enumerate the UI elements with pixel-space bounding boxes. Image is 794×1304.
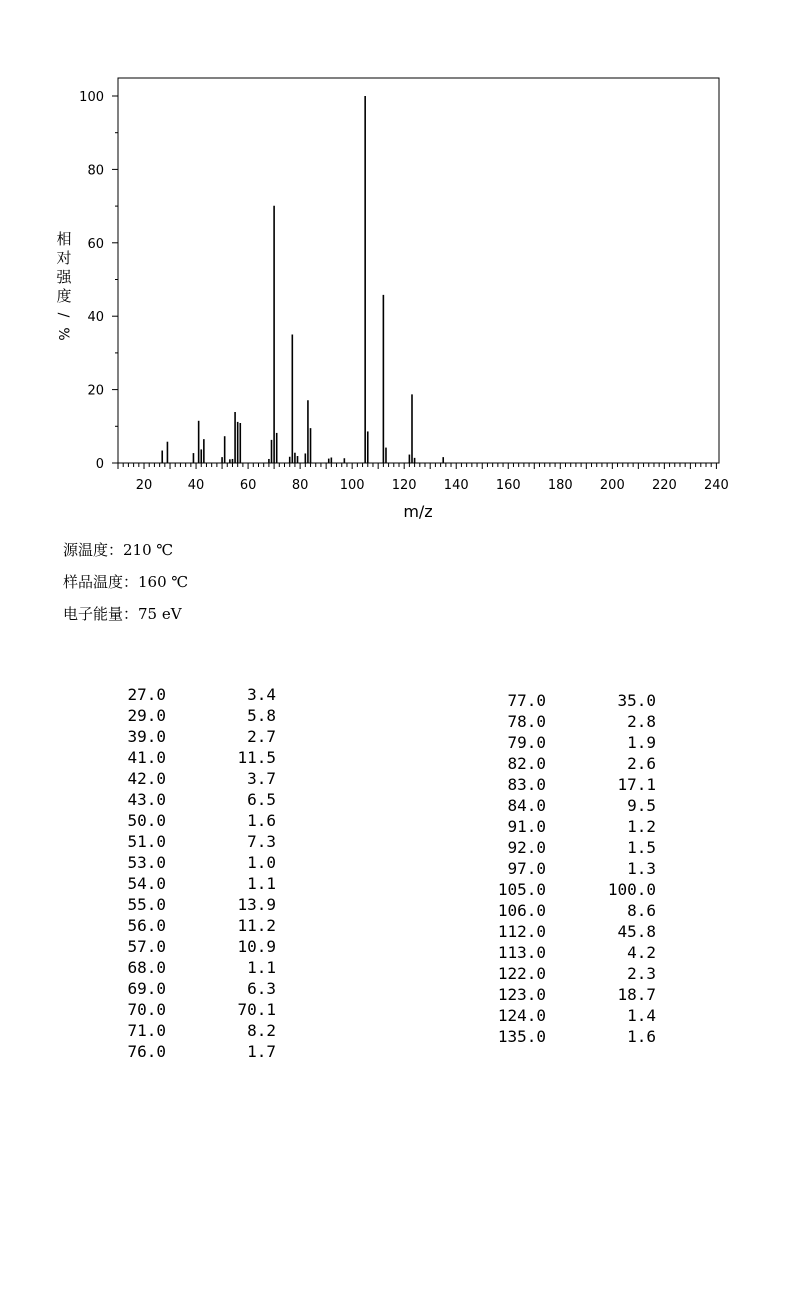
peak-table-row <box>480 1005 680 1026</box>
peak-table-row <box>100 768 300 789</box>
peak-table-row <box>480 837 680 858</box>
y-tick-label: 100 <box>79 90 104 105</box>
peak-intensity: 8.6 <box>627 901 656 920</box>
peak-mz: 69.0 <box>127 979 166 998</box>
peak-table-row <box>100 684 300 705</box>
peak-table-row <box>480 816 680 837</box>
peak-table-row <box>480 1026 680 1047</box>
peak-table-row <box>480 900 680 921</box>
peak-intensity: 6.3 <box>247 979 276 998</box>
x-tick-label: 100 <box>339 478 365 493</box>
peak-mz: 106.0 <box>497 901 546 920</box>
peak-intensity: 3.4 <box>247 685 276 704</box>
peak-mz: 97.0 <box>507 859 546 878</box>
x-tick-label: 80 <box>291 478 309 493</box>
peak-intensity: 100.0 <box>607 880 656 899</box>
peak-intensity: 1.4 <box>627 1006 656 1025</box>
peak-intensity: 1.2 <box>627 817 656 836</box>
y-axis-label-char: / <box>55 312 71 318</box>
y-tick-label: 60 <box>87 236 104 252</box>
peak-mz: 84.0 <box>507 796 546 815</box>
peak-mz: 42.0 <box>127 769 166 788</box>
peak-table-row <box>100 831 300 852</box>
peak-table-row <box>100 705 300 726</box>
x-tick-label: 120 <box>391 478 417 493</box>
peak-mz: 135.0 <box>497 1027 546 1046</box>
peak-mz: 124.0 <box>497 1006 546 1025</box>
peak-intensity: 2.6 <box>627 754 656 773</box>
peak-table-row <box>100 810 300 831</box>
peak-intensity: 2.3 <box>627 964 656 983</box>
peak-mz: 77.0 <box>507 691 546 710</box>
y-axis-label-char: 相 <box>56 230 72 248</box>
peak-mz: 43.0 <box>127 790 166 809</box>
y-tick-label: 80 <box>87 163 104 179</box>
y-axis-label-char: 度 <box>56 287 72 305</box>
peak-intensity: 8.2 <box>247 1021 276 1040</box>
peak-intensity: 5.8 <box>247 706 276 725</box>
peak-mz: 76.0 <box>127 1042 166 1061</box>
peak-table-row <box>100 999 300 1020</box>
peak-intensity: 9.5 <box>627 796 656 815</box>
peak-table-row <box>480 879 680 900</box>
sample-temperature: 样品温度：160 ℃ <box>63 573 189 591</box>
peak-intensity: 70.1 <box>237 1000 276 1019</box>
y-axis-label-char: 强 <box>56 268 72 286</box>
peak-intensity: 1.6 <box>247 811 276 830</box>
source-temperature: 源温度：210 ℃ <box>63 541 174 559</box>
peak-table-row <box>100 789 300 810</box>
peak-table-row <box>480 963 680 984</box>
peak-table-row <box>480 942 680 963</box>
peak-intensity: 7.3 <box>247 832 276 851</box>
peak-intensity: 10.9 <box>237 937 276 956</box>
peak-intensity: 1.0 <box>247 853 276 872</box>
peak-mz: 54.0 <box>127 874 166 893</box>
peak-table-row <box>100 936 300 957</box>
x-tick-label: 140 <box>443 478 469 493</box>
x-tick-label: 60 <box>239 478 257 493</box>
peak-table-row <box>480 774 680 795</box>
peak-table-left <box>100 684 300 1062</box>
peak-mz: 70.0 <box>127 1000 166 1019</box>
peak-intensity: 3.7 <box>247 769 276 788</box>
peak-mz: 56.0 <box>127 916 166 935</box>
peak-intensity: 2.7 <box>247 727 276 746</box>
peak-mz: 91.0 <box>507 817 546 836</box>
y-axis-label <box>55 230 72 341</box>
peak-mz: 50.0 <box>127 811 166 830</box>
peak-intensity: 11.5 <box>237 748 276 767</box>
peak-table-row <box>100 1041 300 1062</box>
y-tick-label: 0 <box>95 457 104 472</box>
peak-table-row <box>100 957 300 978</box>
peak-intensity: 45.8 <box>617 922 656 941</box>
y-tick-label: 40 <box>87 310 104 326</box>
peak-intensity: 1.1 <box>247 874 276 893</box>
peak-mz: 123.0 <box>497 985 546 1004</box>
peak-mz: 78.0 <box>507 712 546 731</box>
peak-intensity: 6.5 <box>247 790 276 809</box>
peak-table-row <box>100 1020 300 1041</box>
peak-mz: 105.0 <box>497 880 546 899</box>
peak-mz: 83.0 <box>507 775 546 794</box>
peak-intensity: 2.8 <box>627 712 656 731</box>
peak-table-row <box>100 852 300 873</box>
x-tick-label: 40 <box>187 478 205 493</box>
peak-mz: 55.0 <box>127 895 166 914</box>
mass-spectrum-chart <box>0 0 794 530</box>
peak-table-row <box>100 978 300 999</box>
peak-mz: 113.0 <box>497 943 546 962</box>
peak-intensity: 1.1 <box>247 958 276 977</box>
peak-table-row <box>480 711 680 732</box>
y-axis-label-char: 对 <box>56 249 72 267</box>
peak-intensity: 1.7 <box>247 1042 276 1061</box>
peak-table-row <box>480 795 680 816</box>
peak-intensity: 13.9 <box>237 895 276 914</box>
x-tick-label: 160 <box>495 478 521 493</box>
peak-table-row <box>480 858 680 879</box>
peak-table-right <box>480 690 680 1047</box>
peak-mz: 39.0 <box>127 727 166 746</box>
peak-table-row <box>100 873 300 894</box>
peak-mz: 82.0 <box>507 754 546 773</box>
peak-intensity: 1.6 <box>627 1027 656 1046</box>
peak-intensity: 1.5 <box>627 838 656 857</box>
peak-intensity: 11.2 <box>237 916 276 935</box>
peak-mz: 71.0 <box>127 1021 166 1040</box>
peak-mz: 51.0 <box>127 832 166 851</box>
peak-mz: 79.0 <box>507 733 546 752</box>
peak-intensity: 1.9 <box>627 733 656 752</box>
peak-intensity: 17.1 <box>617 775 656 794</box>
peak-mz: 68.0 <box>127 958 166 977</box>
peak-table-row <box>100 747 300 768</box>
peak-table-row <box>480 921 680 942</box>
peak-intensity: 1.3 <box>627 859 656 878</box>
peak-table-row <box>100 915 300 936</box>
peak-mz: 29.0 <box>127 706 166 725</box>
peak-intensity: 35.0 <box>617 691 656 710</box>
peak-mz: 92.0 <box>507 838 546 857</box>
y-axis-label-char: % <box>55 327 71 341</box>
plot-frame <box>118 78 719 463</box>
y-tick-label: 20 <box>87 383 104 399</box>
peak-table-row <box>480 732 680 753</box>
x-tick-label: 220 <box>651 478 677 493</box>
peak-table-row <box>480 753 680 774</box>
peak-mz: 122.0 <box>497 964 546 983</box>
peak-intensity: 4.2 <box>627 943 656 962</box>
peak-mz: 27.0 <box>127 685 166 704</box>
x-tick-label: 200 <box>599 478 625 493</box>
electron-energy: 电子能量：75 eV <box>63 605 182 623</box>
peak-mz: 41.0 <box>127 748 166 767</box>
peak-mz: 112.0 <box>497 922 546 941</box>
peak-table-row <box>480 984 680 1005</box>
peak-mz: 57.0 <box>127 937 166 956</box>
peak-table-row <box>100 894 300 915</box>
x-axis-label: m/z <box>403 502 433 521</box>
peak-intensity: 18.7 <box>617 985 656 1004</box>
peak-table-row <box>100 726 300 747</box>
peak-table-row <box>480 690 680 711</box>
peak-mz: 53.0 <box>127 853 166 872</box>
x-tick-label: 240 <box>703 478 729 493</box>
x-tick-label: 20 <box>135 478 153 493</box>
x-tick-label: 180 <box>547 478 573 493</box>
